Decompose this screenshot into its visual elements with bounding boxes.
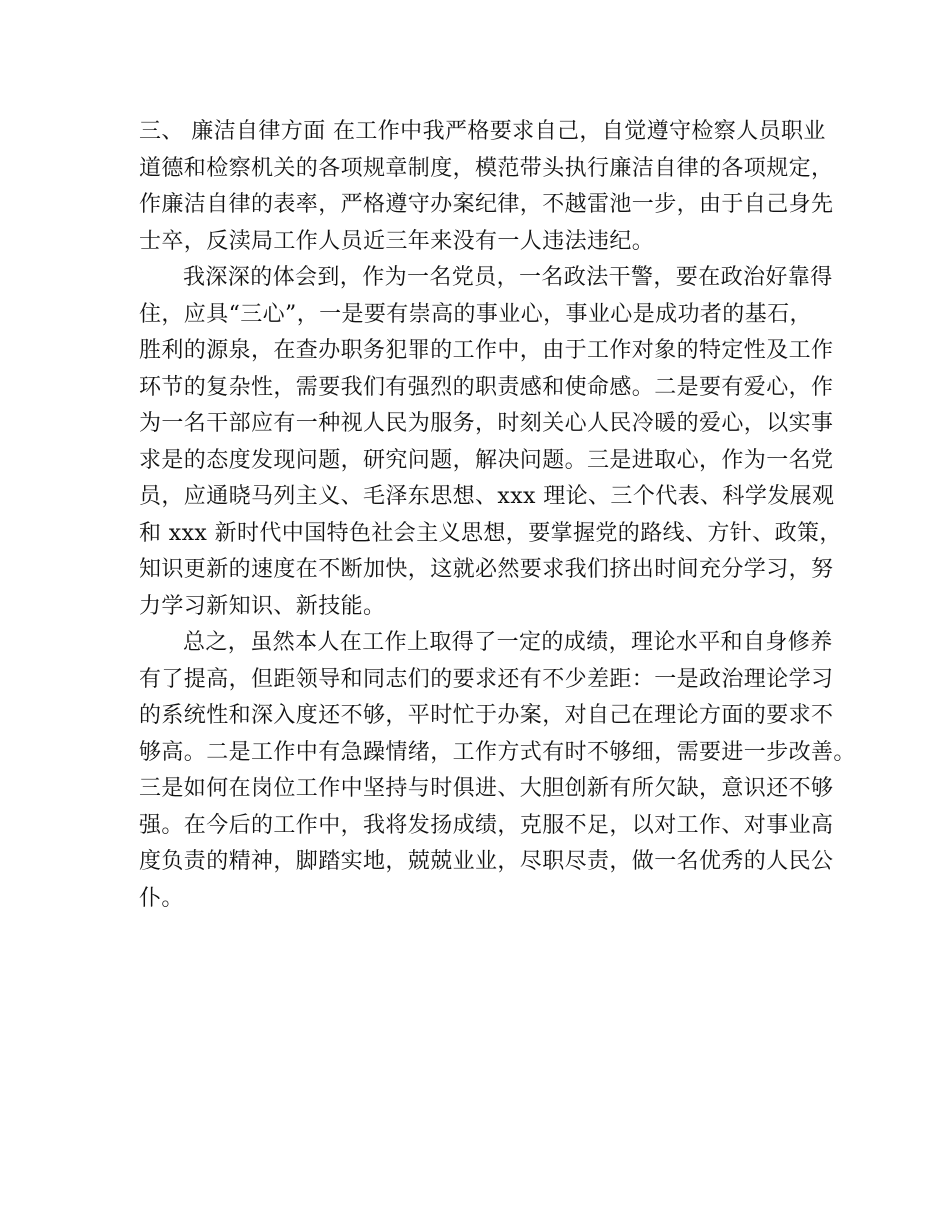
text-line: 知识更新的速度在不断加快，这就必然要求我们挤出时间充分学习，努 xyxy=(139,557,834,582)
text-line: 住，应具“三心”，一是要有崇高的事业心，事业心是成功者的基石， xyxy=(139,301,812,327)
paragraph-summary xyxy=(139,625,856,917)
text-line: 三是如何在岗位工作中坚持与时俱进、大胆创新有所欠缺，意识还不够 xyxy=(139,776,834,801)
text-line: 的系统性和深入度还不够，平时忙于办案，对自己在理论方面的要求不 xyxy=(139,703,834,728)
document-body xyxy=(139,114,856,917)
text-line: 为一名干部应有一种视人民为服务，时刻关心人民冷暖的爱心，以实事 xyxy=(139,411,834,436)
text-line: 环节的复杂性，需要我们有强烈的职责感和使命感。二是要有爱心，作 xyxy=(139,374,834,400)
text-line: 度负责的精神，脚踏实地，兢兢业业，尽职尽责，做一名优秀的人民公 xyxy=(139,849,834,874)
text-line: 三、 廉洁自律方面 在工作中我严格要求自己，自觉遵守检察人员职业 xyxy=(139,119,826,144)
paragraph-three-hearts xyxy=(139,260,842,625)
text-line: 道德和检察机关的各项规章制度，模范带头执行廉洁自律的各项规定， xyxy=(139,155,834,181)
text-line: 够高。二是工作中有急躁情绪，工作方式有时不够细，需要进一步改善。 xyxy=(139,739,856,765)
text-line: 求是的态度发现问题，研究问题，解决问题。三是进取心，作为一名党 xyxy=(139,447,834,473)
text-line: 强。在今后的工作中，我将发扬成绩，克服不足，以对工作、对事业高 xyxy=(139,812,834,838)
text-line: 有了提高，但距领导和同志们的要求还有不少差距：一是政治理论学习 xyxy=(139,666,834,692)
paragraph-integrity xyxy=(139,114,839,260)
text-line: 胜利的源泉，在查办职务犯罪的工作中，由于工作对象的特定性及工作 xyxy=(139,338,834,363)
text-line: 和 xxx 新时代中国特色社会主义思想，要掌握党的路线、方针、政策， xyxy=(139,520,842,546)
text-line: 总之，虽然本人在工作上取得了一定的成绩，理论水平和自身修养 xyxy=(183,630,833,655)
text-line: 仆。 xyxy=(139,885,184,911)
text-line: 我深深的体会到，作为一名党员，一名政法干警，要在政治好靠得 xyxy=(183,265,833,290)
text-line: 士卒，反渎局工作人员近三年来没有一人违法违纪。 xyxy=(139,228,655,254)
text-line: 员，应通晓马列主义、毛泽东思想、xxx 理论、三个代表、科学发展观 xyxy=(139,484,835,509)
text-line: 作廉洁自律的表率，严格遵守办案纪律，不越雷池一步，由于自己身先 xyxy=(139,192,834,217)
text-line: 力学习新知识、新技能。 xyxy=(139,593,386,619)
